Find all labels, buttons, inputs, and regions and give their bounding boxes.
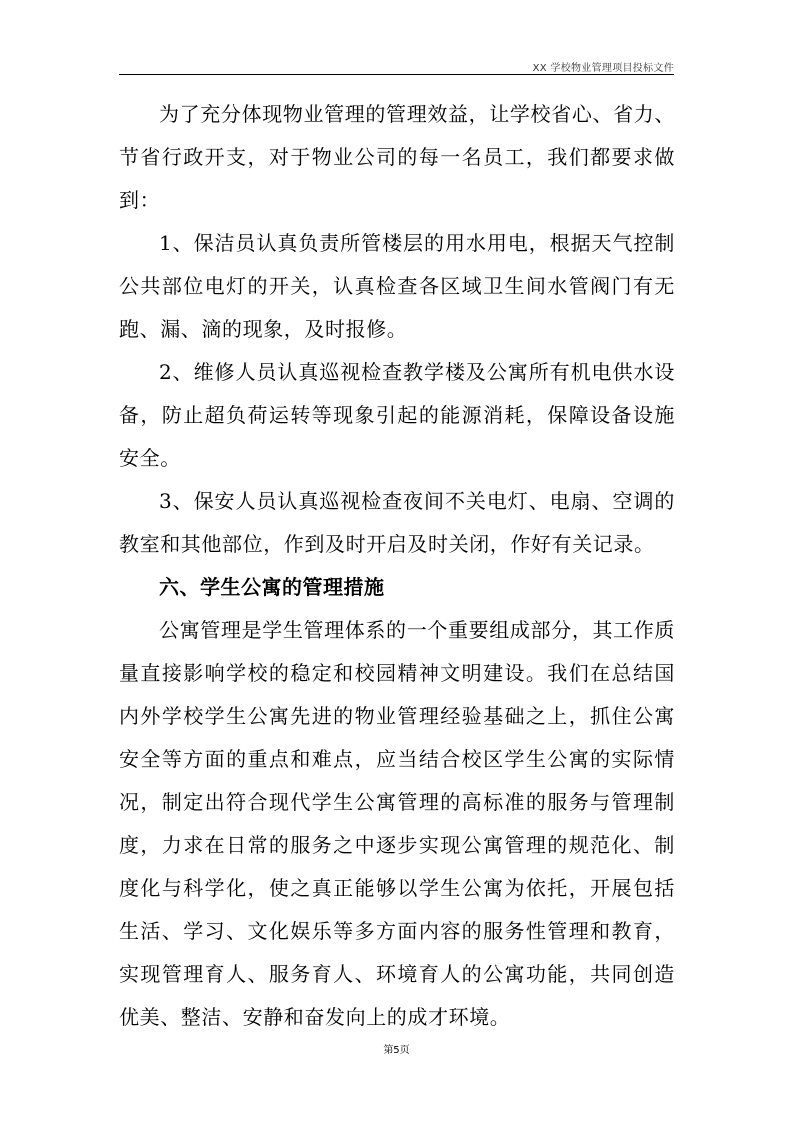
list-item-cleaning: 1、保洁员认真负责所管楼层的用水用电，根据天气控制公共部位电灯的开关，认真检查各区域卫生间水管阀门有无跑、漏、滴的现象，及时报修。 (119, 231, 675, 341)
intro-paragraph: 为了充分体现物业管理的管理效益，让学校省心、省力、节省行政开支，对于物业公司的每一名员工，我们都要求做到： (119, 102, 675, 212)
section-heading: 六、学生公寓的管理措施 (159, 575, 385, 599)
list-item-maintenance: 2、维修人员认真巡视检查教学楼及公寓所有机电供水设备，防止超负荷运转等现象引起的能源消耗，保障设备设施安全。 (119, 360, 675, 470)
page-number: 第5页 (383, 1045, 410, 1056)
section-paragraph: 公寓管理是学生管理体系的一个重要组成部分，其工作质量直接影响学校的稳定和校园精神文明建设。我们在总结国内外学校学生公寓先进的物业管理经验基础之上，抓住公寓安全等方面的重点和难点，应当结合校区学生公寓的实际情况，制定出符合现代学生公寓管理的高标准的服务与管理制度，力求在日常的服务之中逐步实现公寓管理的规范化、制度化与科学化，使之真正能够以学生公寓为依托，开展包括生活、学习、文化娱乐等多方面内容的服务性管理和教育，实现管理育人、服务育人、环境育人的公寓功能，共同创造优美、整洁、安静和奋发向上的成才环境。 (119, 618, 675, 1029)
list-item-security: 3、保安人员认真巡视检查夜间不关电灯、电扇、空调的教室和其他部位，作到及时开启及时关闭，作好有关记录。 (119, 489, 675, 556)
page-header (119, 56, 674, 75)
document-title: XX 学校物业管理项目投标文件 (532, 63, 674, 74)
document-body (119, 93, 675, 1039)
